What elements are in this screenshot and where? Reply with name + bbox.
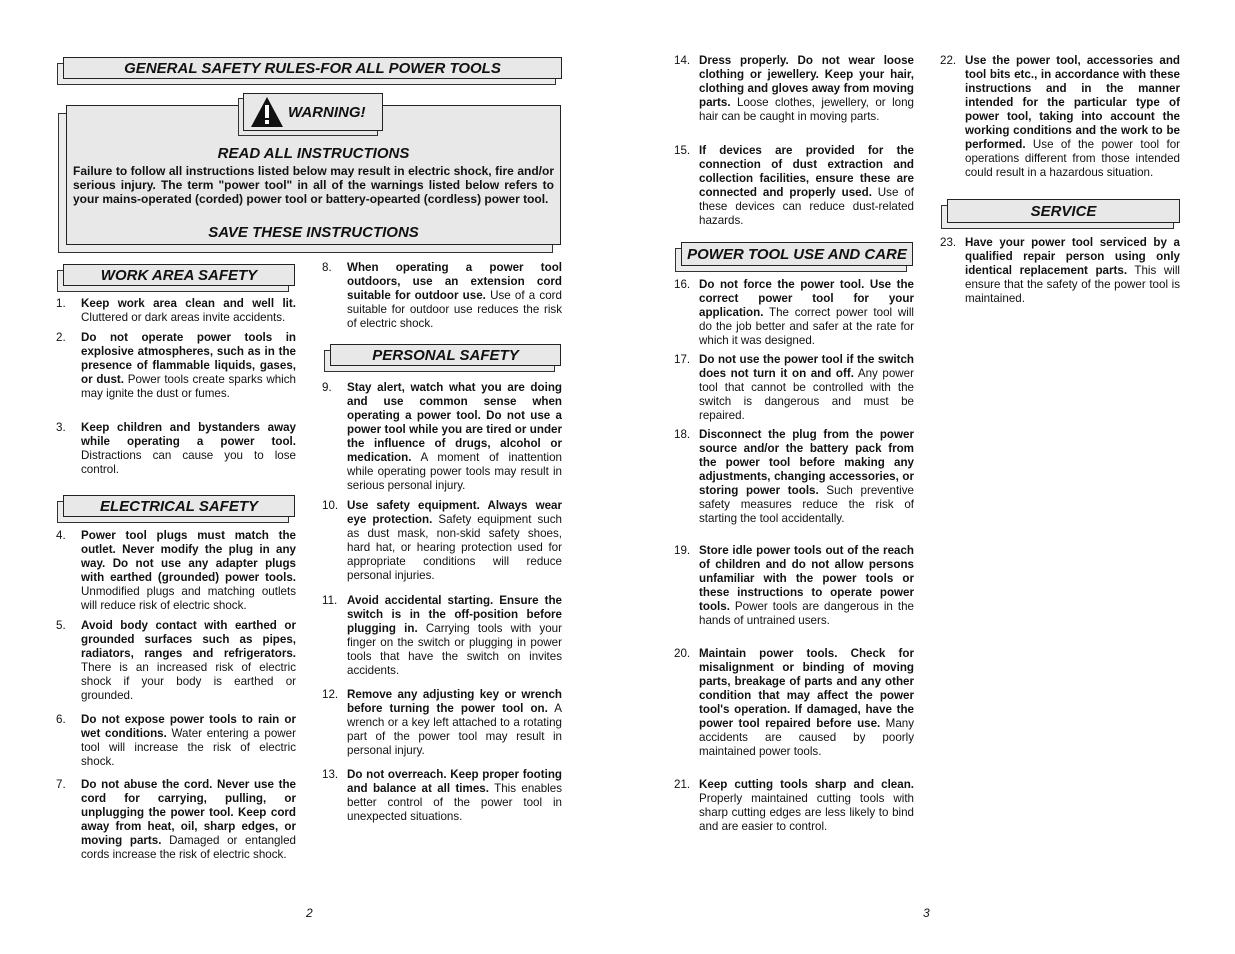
rule-text: [347, 768, 562, 824]
rule-bold-text: Keep work area clean and well lit.: [81, 297, 296, 310]
rule-explanation: The correct power tool will do the job better and safer at the rate for which it was designed.: [699, 306, 914, 347]
work-area-safety-header: WORK AREA SAFETY: [63, 264, 295, 286]
rule-number: 18.: [674, 428, 691, 441]
rule-bold-text: Use safety equipment. Always wear eye protection.: [347, 499, 562, 526]
rule-explanation: Power tools create sparks which may ignite the dust or fumes.: [81, 373, 296, 400]
rule-number: 5.: [56, 619, 66, 632]
rule-explanation: This enables better control of the power tool in unexpected situations.: [347, 782, 562, 823]
rule-bold-text: When operating a power tool outdoors, use an extension cord suitable for outdoor use.: [347, 261, 562, 302]
rule-text: [965, 54, 1180, 180]
rule-text: [699, 544, 914, 628]
read-all-instructions: READ ALL INSTRUCTIONS: [217, 145, 410, 162]
rule-text: [699, 428, 914, 526]
rule-number: 12.: [322, 688, 339, 701]
rule-explanation: Many accidents are caused by poorly maintained power tools.: [699, 717, 915, 758]
electrical-safety-header: ELECTRICAL SAFETY: [63, 495, 295, 517]
service-header: SERVICE: [947, 199, 1180, 223]
rule-number: 3.: [56, 421, 66, 434]
rule-text: [81, 713, 296, 769]
page-number-right: 3: [923, 906, 930, 920]
rule-text: [347, 688, 562, 758]
rule-bold-text: Do not operate power tools in explosive atmospheres, such as in the presence of flammable liquids, gases, or dust.: [81, 331, 296, 386]
rule-text: [347, 261, 562, 331]
rule-number: 2.: [56, 331, 66, 344]
rule-bold-text: Keep cutting tools sharp and clean.: [699, 778, 914, 791]
rule-text: [347, 381, 562, 493]
rule-text: [81, 331, 296, 401]
rule-number: 13.: [322, 768, 339, 781]
rule-number: 1.: [56, 297, 66, 310]
rule-explanation: Unmodified plugs and matching outlets will reduce risk of electric shock.: [81, 585, 296, 612]
save-these-instructions: SAVE THESE INSTRUCTIONS: [208, 224, 419, 241]
rule-number: 19.: [674, 544, 691, 557]
rule-number: 20.: [674, 647, 691, 660]
rule-explanation: A wrench or a key left attached to a rotating part of the power tool may result in personal injury.: [347, 702, 562, 757]
rule-number: 6.: [56, 713, 66, 726]
rule-explanation: A moment of inattention while operating power tools may result in serious personal injury.: [347, 451, 562, 492]
rule-text: [699, 353, 914, 423]
power-tool-use-care-header: POWER TOOL USE AND CARE: [681, 242, 913, 266]
personal-safety-header: PERSONAL SAFETY: [330, 344, 561, 366]
rule-number: 8.: [322, 261, 332, 274]
rule-text: [965, 236, 1180, 306]
rule-bold-text: Do not force the power tool. Use the correct power tool for your application.: [699, 278, 914, 319]
rule-bold-text: Avoid accidental starting. Ensure the switch is in the off-position before plugging in.: [347, 594, 562, 635]
rule-text: [699, 647, 914, 759]
rule-bold-text: Disconnect the plug from the power source and/or the battery pack from the power tool before making any adjustments, changing accessories, or storing power tools.: [699, 428, 914, 497]
rule-text: [347, 499, 562, 583]
rule-number: 22.: [940, 54, 957, 67]
rule-bold-text: Remove any adjusting key or wrench before turning the power tool on.: [347, 688, 562, 715]
rule-number: 7.: [56, 778, 66, 791]
rule-bold-text: Dress properly. Do not wear loose clothing or jewellery. Keep your hair, clothing and gloves away from moving parts.: [699, 54, 914, 109]
general-safety-title: GENERAL SAFETY RULES-FOR ALL POWER TOOLS: [63, 57, 562, 79]
rule-text: [699, 778, 914, 834]
page-number-left: 2: [306, 906, 313, 920]
warning-triangle-icon: [250, 96, 284, 128]
rule-text: [699, 144, 914, 228]
rule-explanation: Loose clothes, jewellery, or long hair can be caught in moving parts.: [699, 96, 914, 123]
rule-explanation: Properly maintained cutting tools with sharp cutting edges are less likely to bind and are easier to control.: [699, 792, 914, 833]
warning-intro-text: Failure to follow all instructions listed below may result in electric shock, fire and/or serious injury. The term "power tool" in all of the warnings listed below refers to your mains-operated (corded) power tool or battery-opearted (cordless) power tool.: [73, 164, 554, 206]
rule-explanation: Such preventive safety measures reduce the risk of starting the tool accidentally.: [699, 484, 914, 525]
rule-explanation: Use of a cord suitable for outdoor use reduces the risk of electric shock.: [347, 289, 562, 330]
rule-explanation: Cluttered or dark areas invite accidents.: [81, 311, 286, 324]
rule-number: 11.: [322, 594, 338, 607]
rule-explanation: Distractions can cause you to lose control.: [81, 449, 296, 476]
rule-explanation: Use of the power tool for operations different from those intended could result in a hazardous situation.: [965, 138, 1180, 179]
rule-text: [81, 778, 296, 862]
rule-bold-text: Power tool plugs must match the outlet. Never modify the plug in any way. Do not use any adapter plugs with earthed (grounded) power tools.: [81, 529, 296, 584]
general-safety-header: [63, 57, 562, 79]
rule-number: 4.: [56, 529, 66, 542]
rule-explanation: Safety equipment such as dust mask, non-skid safety shoes, hard hat, or hearing protection used for appropriate conditions will reduce personal injuries.: [347, 513, 562, 582]
rule-number: 14.: [674, 54, 691, 67]
rule-text: [81, 297, 296, 325]
rule-text: [81, 619, 296, 703]
rule-explanation: Any power tool that cannot be controlled with the switch is dangerous and must be repaired.: [699, 367, 914, 422]
rule-bold-text: Avoid body contact with earthed or grounded surfaces such as pipes, radiators, ranges and refrigerators.: [81, 619, 296, 660]
rule-text: [81, 421, 296, 477]
rule-bold-text: Do not overreach. Keep proper footing and balance at all times.: [347, 768, 562, 795]
rule-explanation: Damaged or entangled cords increase the risk of electric shock.: [81, 834, 296, 861]
rule-text: [699, 54, 914, 124]
rule-explanation: Water entering a power tool will increase the risk of electric shock.: [81, 727, 296, 768]
rule-number: 21.: [674, 778, 691, 791]
rule-text: [347, 594, 562, 678]
rule-bold-text: Maintain power tools. Check for misalignment or binding of moving parts, breakage of parts and any other condition that may affect the power tool's operation. If damaged, have the power tool repaired before use.: [699, 647, 914, 730]
rule-bold-text: Use the power tool, accessories and tool bits etc., in accordance with these instructions and in the manner intended for the particular type of power tool, taking into account the working conditions and the work to be performed.: [965, 54, 1180, 151]
rule-number: 16.: [674, 278, 691, 291]
rule-text: [81, 529, 296, 613]
rule-bold-text: Do not use the power tool if the switch does not turn it on and off.: [699, 353, 914, 380]
rule-explanation: Power tools are dangerous in the hands of untrained users.: [699, 600, 914, 627]
rule-bold-text: Stay alert, watch what you are doing and use common sense when operating a power tool. Do not use a power tool while you are tired or under the influence of drugs, alcohol or medication.: [347, 381, 562, 464]
rule-bold-text: Keep children and bystanders away while operating a power tool.: [81, 421, 296, 448]
rule-bold-text: Do not abuse the cord. Never use the cord for carrying, pulling, or unplugging the power tool. Keep cord away from heat, oil, sharp edges, or moving parts.: [81, 778, 296, 847]
rule-explanation: Carrying tools with your finger on the switch or plugging in power tools that have the switch on invites accidents.: [347, 622, 562, 677]
warning-label: [243, 93, 383, 131]
rule-explanation: Use of these devices can reduce dust-related hazards.: [699, 186, 914, 227]
rule-explanation: This will ensure that the safety of the power tool is maintained.: [965, 264, 1180, 305]
rule-bold-text: If devices are provided for the connection of dust extraction and collection facilities, ensure these are connected and properly used.: [699, 144, 914, 199]
rule-number: 15.: [674, 144, 691, 157]
rule-number: 9.: [322, 381, 332, 394]
rule-number: 17.: [674, 353, 691, 366]
rule-number: 10.: [322, 499, 339, 512]
rule-explanation: There is an increased risk of electric shock if your body is earthed or grounded.: [81, 661, 296, 702]
rule-text: [699, 278, 914, 348]
rule-bold-text: Store idle power tools out of the reach of children and do not allow persons unfamiliar with the power tools or these instructions to operate power tools.: [699, 544, 914, 613]
rule-bold-text: Have your power tool serviced by a qualified repair person using only identical replacement parts.: [965, 236, 1180, 277]
warning-text: WARNING!: [288, 103, 366, 121]
rule-number: 23.: [940, 236, 957, 249]
rule-bold-text: Do not expose power tools to rain or wet conditions.: [81, 713, 296, 740]
